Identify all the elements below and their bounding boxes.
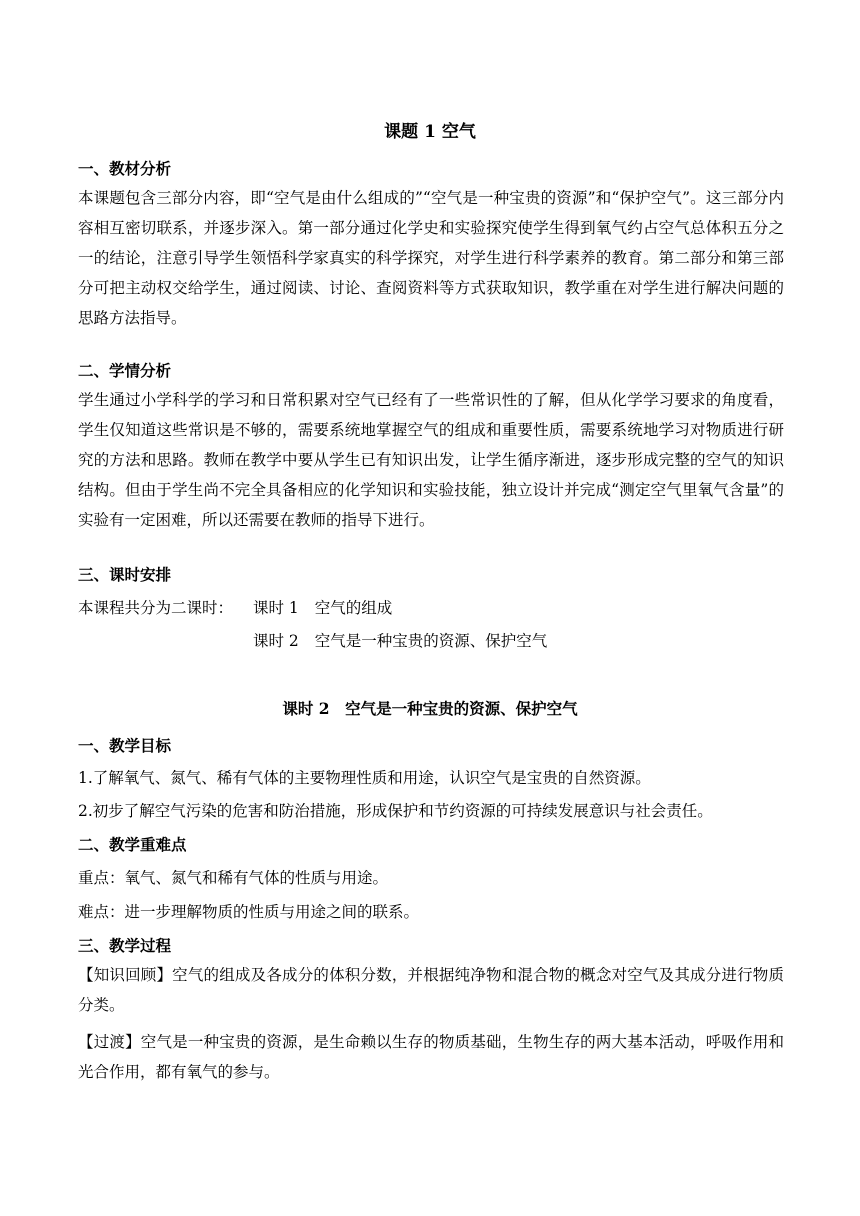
student-analysis-paragraph: 学生通过小学科学的学习和日常积累对空气已经有了一些常识性的了解，但从化学学习要求的角度看，学生仅知道这些常识是不够的，需要系统地掌握空气的组成和重要性质，需要系统地学习对物质进行研究的方法和思路。教师在教学中要从学生已有知识出发，让学生循序渐进，逐步形成完整的空气的知识结构。但由于学生尚不完全具备相应的化学知识和实验技能，独立设计并完成“测定空气里氧气含量”的实验有一定困难，所以还需要在教师的指导下进行。 xyxy=(78,391,784,529)
schedule-item-label: 课时 2 xyxy=(253,632,299,650)
section-heading-goals: 一、教学目标 xyxy=(78,736,172,755)
goal-item: 1.了解氧气、氮气、稀有气体的主要物理性质和用途，认识空气是宝贵的自然资源。 xyxy=(78,769,651,787)
lesson-title: 课时 2 空气是一种宝贵的资源、保护空气 xyxy=(282,699,578,718)
section-heading-student-analysis: 二、学情分析 xyxy=(78,361,172,380)
process-transition-paragraph: 【过渡】空气是一种宝贵的资源，是生命赖以生存的物质基础，生物生存的两大基本活动，呼吸作用和光合作用，都有氧气的参与。 xyxy=(78,1033,784,1081)
schedule-item-label: 课时 1 xyxy=(253,599,299,617)
goal-item: 2.初步了解空气污染的危害和防治措施，形成保护和节约资源的可持续发展意识与社会责任。 xyxy=(78,802,713,820)
schedule-item xyxy=(253,629,547,651)
section-heading-schedule: 三、课时安排 xyxy=(78,565,172,584)
section-heading-process: 三、教学过程 xyxy=(78,936,172,955)
material-analysis-paragraph: 本课题包含三部分内容，即“空气是由什么组成的”“空气是一种宝贵的资源”和“保护空气”。这三部分内容相互密切联系，并逐步深入。第一部分通过化学史和实验探究使学生得到氧气约占空气总体积五分之一的结论，注意引导学生领悟科学家真实的科学探究，对学生进行科学素养的教育。第二部分和第三部分可把主动权交给学生，通过阅读、讨论、查阅资料等方式获取知识，教学重在对学生进行解决问题的思路方法指导。 xyxy=(78,189,784,327)
process-review-paragraph: 【知识回顾】空气的组成及各成分的体积分数，并根据纯净物和混合物的概念对空气及其成分进行物质分类。 xyxy=(78,966,784,1014)
schedule-item-name: 空气是一种宝贵的资源、保护空气 xyxy=(314,632,548,650)
schedule-intro: 本课程共分为二课时： xyxy=(78,599,234,617)
section-heading-material-analysis: 一、教材分析 xyxy=(78,159,172,178)
schedule-item-name: 空气的组成 xyxy=(314,599,393,617)
document-title: 课题 1 空气 xyxy=(384,122,476,142)
key-point-difficulty: 难点：进一步理解物质的性质与用途之间的联系。 xyxy=(78,903,420,921)
schedule-item xyxy=(253,596,392,618)
section-heading-key-points: 二、教学重难点 xyxy=(78,835,187,854)
key-point-focus: 重点：氧气、氮气和稀有气体的性质与用途。 xyxy=(78,869,389,887)
